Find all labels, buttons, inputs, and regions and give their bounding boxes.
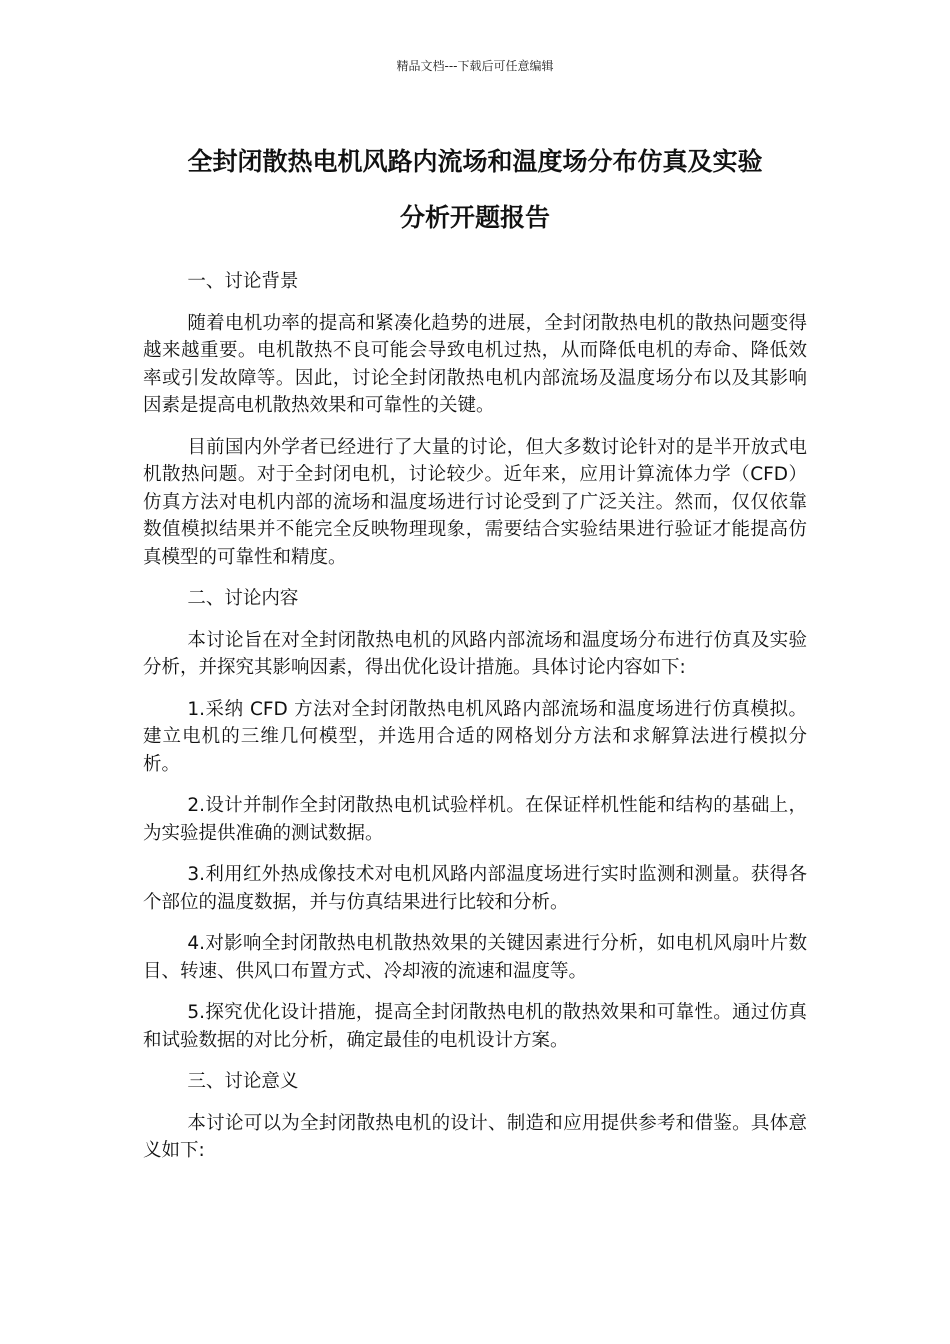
document-body — [143, 268, 807, 1179]
document-title — [135, 134, 815, 246]
title-line-2: 分析开题报告 — [399, 203, 550, 232]
content-item-5: 5.探究优化设计措施，提高全封闭散热电机的散热效果和可靠性。通过仿真和试验数据的对比分析，确定最佳的电机设计方案。 — [143, 1002, 807, 1051]
content-item-1: 1.采纳 CFD 方法对全封闭散热电机风路内部流场和温度场进行仿真模拟。建立电机的三维几何模型，并选用合适的网格划分方法和求解算法进行模拟分析。 — [143, 698, 807, 775]
section-heading-content: 二、讨论内容 — [187, 588, 299, 609]
content-intro-paragraph: 本讨论旨在对全封闭散热电机的风路内部流场和温度场分布进行仿真及实验分析，并探究其影响因素，得出优化设计措施。具体讨论内容如下: — [143, 629, 807, 678]
section-heading-significance: 三、讨论意义 — [187, 1071, 299, 1092]
content-item-2: 2.设计并制作全封闭散热电机试验样机。在保证样机性能和结构的基础上，为实验提供准确的测试数据。 — [143, 795, 807, 844]
section-heading-background: 一、讨论背景 — [187, 271, 299, 292]
background-paragraph-1: 随着电机功率的提高和紧凑化趋势的进展，全封闭散热电机的散热问题变得越来越重要。电机散热不良可能会导致电机过热，从而降低电机的寿命、降低效率或引发故障等。因此，讨论全封闭散热电机内部流场及温度场分布以及其影响因素是提高电机散热效果和可靠性的关键。 — [143, 312, 807, 416]
background-paragraph-2: 目前国内外学者已经进行了大量的讨论，但大多数讨论针对的是半开放式电机散热问题。对于全封闭电机，讨论较少。近年来，应用计算流体力学（CFD）仿真方法对电机内部的流场和温度场进行讨论受到了广泛关注。然而，仅仅依靠数值模拟结果并不能完全反映物理现象，需要结合实验结果进行验证才能提高仿真模型的可靠性和精度。 — [143, 436, 807, 568]
content-item-3: 3.利用红外热成像技术对电机风路内部温度场进行实时监测和测量。获得各个部位的温度数据，并与仿真结果进行比较和分析。 — [143, 864, 807, 913]
significance-paragraph-1: 本讨论可以为全封闭散热电机的设计、制造和应用提供参考和借鉴。具体意义如下: — [143, 1112, 807, 1161]
title-line-1: 全封闭散热电机风路内流场和温度场分布仿真及实验 — [187, 147, 763, 176]
content-item-4: 4.对影响全封闭散热电机散热效果的关键因素进行分析，如电机风扇叶片数目、转速、供风口布置方式、冷却液的流速和温度等。 — [143, 933, 807, 982]
header-note: 精品文档---下载后可任意编辑 — [396, 59, 554, 73]
